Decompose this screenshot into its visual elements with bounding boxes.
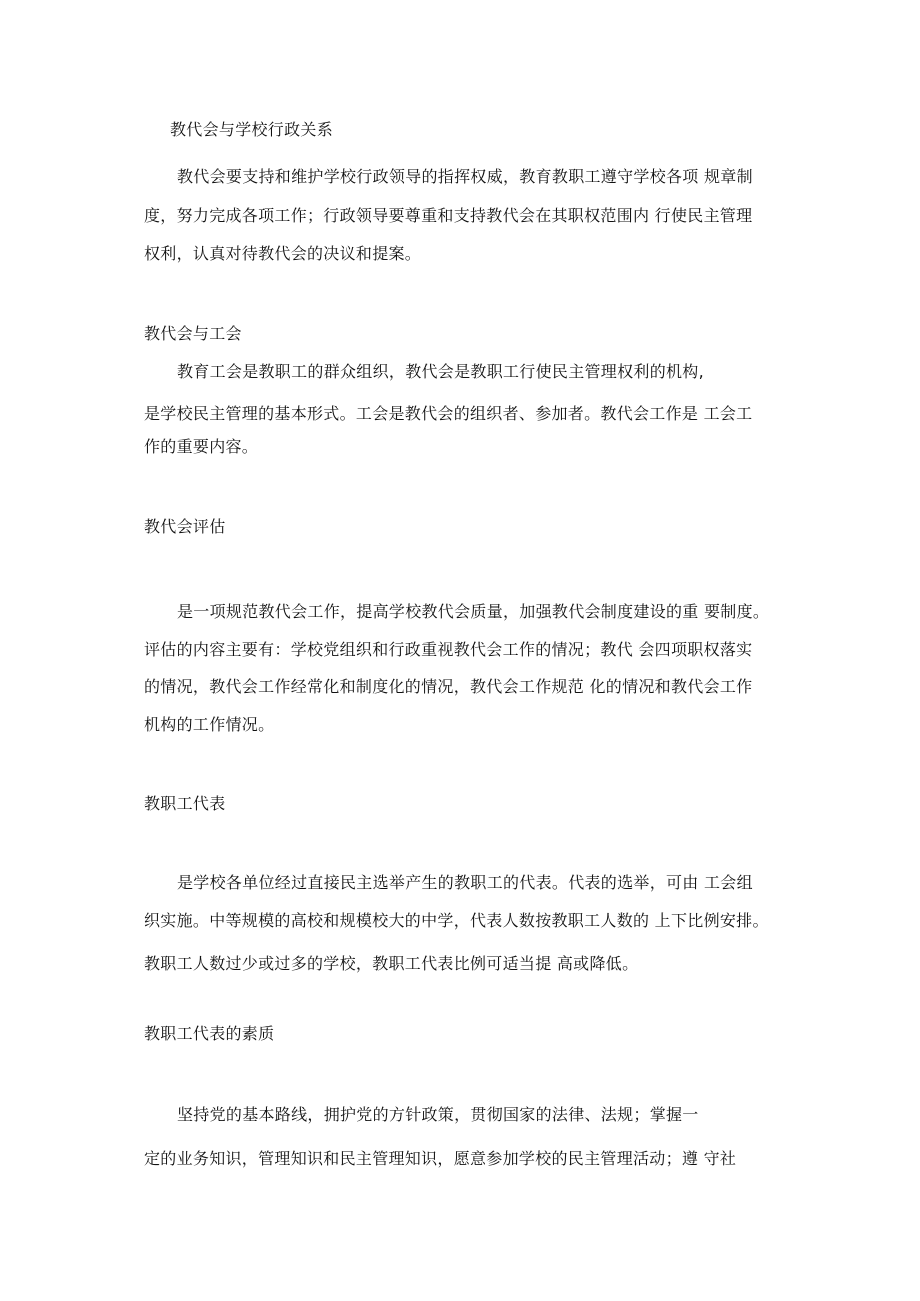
paragraph-line: 定的业务知识，管理知识和民主管理知识，愿意参加学校的民主管理活动；遵 守社: [144, 1149, 737, 1168]
paragraph-line: 坚持党的基本路线，拥护党的方针政策，贯彻国家的法律、法规；掌握一: [177, 1105, 699, 1124]
paragraph-line: 度，努力完成各项工作；行政领导要尊重和支持教代会在其职权范围内 行使民主管理: [144, 206, 753, 225]
paragraph-line: 的情况，教代会工作经常化和制度化的情况，教代会工作规范 化的情况和教代会工作: [144, 677, 753, 696]
section-heading: 教代会与学校行政关系: [170, 120, 334, 139]
paragraph-line: 作的重要内容。: [144, 437, 259, 456]
section-heading: 教职工代表的素质: [144, 1024, 275, 1043]
paragraph-line: 教代会要支持和维护学校行政领导的指挥权威，教育教职工遵守学校各项 规章制: [177, 167, 753, 186]
paragraph-line: 权利，认真对待教代会的决议和提案。: [144, 244, 422, 263]
section-heading: 教代会评估: [144, 517, 226, 536]
paragraph-line: 是一项规范教代会工作，提高学校教代会质量，加强教代会制度建设的重 要制度。: [177, 602, 770, 621]
paragraph-line: 评估的内容主要有：学校党组织和行政重视教代会工作的情况；教代 会四项职权落实: [144, 640, 753, 659]
paragraph-line: 是学校民主管理的基本形式。工会是教代会的组织者、参加者。教代会工作是 工会工: [144, 404, 753, 423]
paragraph-line: 织实施。中等规模的高校和规模校大的中学，代表人数按教职工人数的 上下比例安排。: [144, 911, 769, 930]
paragraph-line: 机构的工作情况。: [144, 715, 275, 734]
section-heading: 教代会与工会: [144, 324, 242, 343]
paragraph-line: 教职工人数过少或过多的学校，教职工代表比例可适当提 高或降低。: [144, 954, 639, 973]
section-heading: 教职工代表: [144, 794, 226, 813]
paragraph-line: 是学校各单位经过直接民主选举产生的教职工的代表。代表的选举，可由 工会组: [177, 873, 753, 892]
paragraph-line: 教育工会是教职工的群众组织，教代会是教职工行使民主管理权利的机构,: [177, 362, 704, 381]
